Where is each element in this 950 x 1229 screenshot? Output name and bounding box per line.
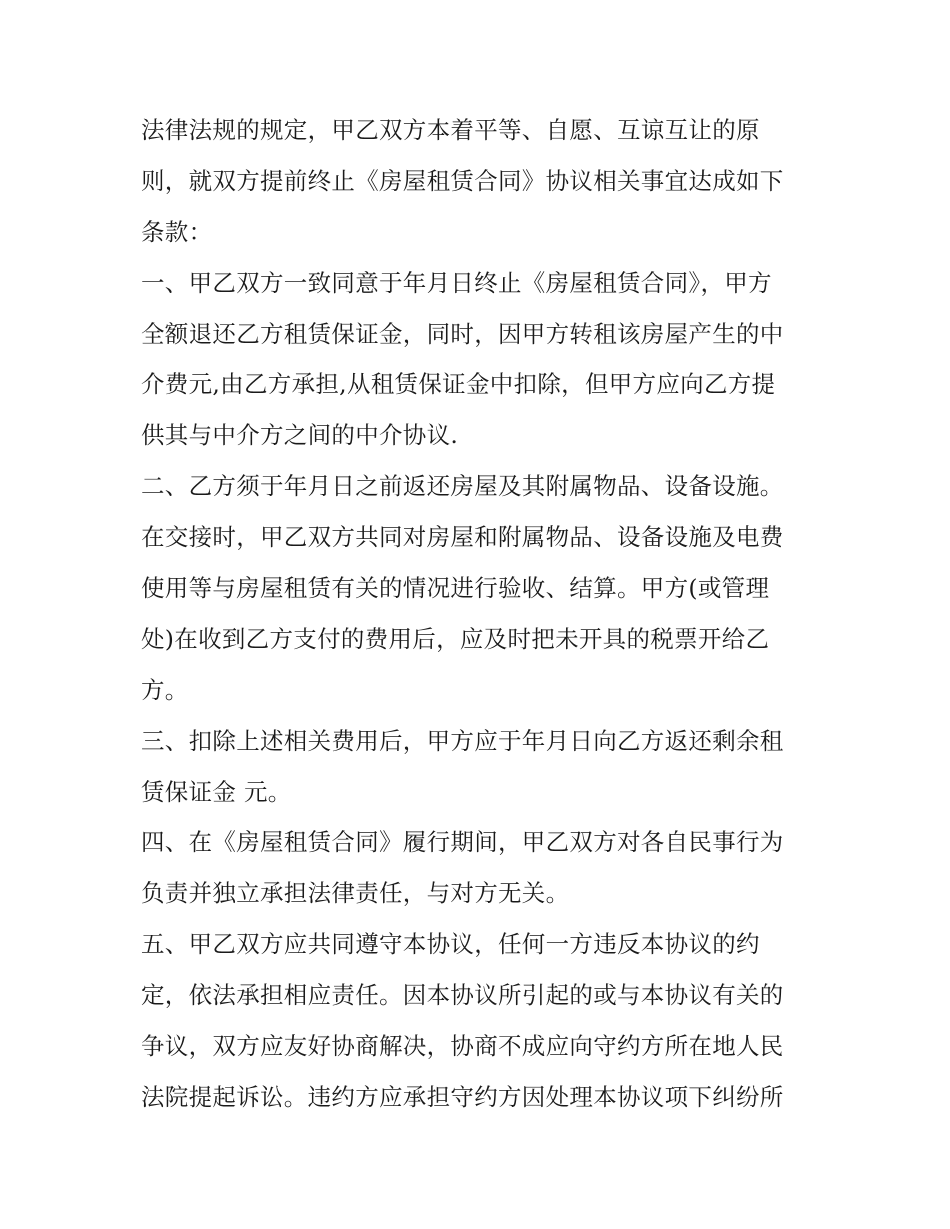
text-line-14: 赁保证金 元。 <box>141 777 292 806</box>
text-line-3: 条款： <box>141 217 213 246</box>
text-line-8: 二、乙方须于年月日之前返还房屋及其附属物品、设备设施。 <box>141 472 784 501</box>
agreement-body-text <box>141 105 811 1123</box>
text-line-5: 全额退还乙方租赁保证金，同时，因甲方转租该房屋产生的中 <box>141 319 784 348</box>
text-line-9: 在交接时，甲乙双方共同对房屋和附属物品、设备设施及电费 <box>141 523 784 552</box>
text-line-19: 争议，双方应友好协商解决，协商不成应向守约方所在地人民 <box>141 1032 784 1061</box>
text-line-6: 介费元,由乙方承担,从租赁保证金中扣除，但甲方应向乙方提 <box>141 370 776 399</box>
text-line-1: 法律法规的规定，甲乙双方本着平等、自愿、互谅互让的原 <box>141 116 760 144</box>
text-line-7: 供其与中介方之间的中介协议. <box>141 421 459 450</box>
text-line-4: 一、甲乙双方一致同意于年月日终止《房屋租赁合同》，甲方 <box>141 268 772 297</box>
text-line-11: 处)在收到乙方支付的费用后，应及时把未开具的税票开给乙 <box>141 624 770 653</box>
text-line-18: 定，依法承担相应责任。因本协议所引起的或与本协议有关的 <box>141 981 784 1010</box>
text-line-15: 四、在《房屋租赁合同》履行期间，甲乙双方对各自民事行为 <box>141 828 784 857</box>
text-line-16: 负责并独立承担法律责任，与对方无关。 <box>141 879 570 908</box>
text-line-12: 方。 <box>141 675 189 704</box>
text-line-10: 使用等与房屋租赁有关的情况进行验收、结算。甲方(或管理 <box>141 574 770 603</box>
text-line-2: 则，就双方提前终止《房屋租赁合同》协议相关事宜达成如下 <box>141 166 784 195</box>
text-line-13: 三、扣除上述相关费用后，甲方应于年月日向乙方返还剩余租 <box>141 726 784 755</box>
text-line-17: 五、甲乙双方应共同遵守本协议，任何一方违反本协议的约 <box>141 930 760 959</box>
text-line-20: 法院提起诉讼。违约方应承担守约方因处理本协议项下纠纷所 <box>141 1082 784 1111</box>
